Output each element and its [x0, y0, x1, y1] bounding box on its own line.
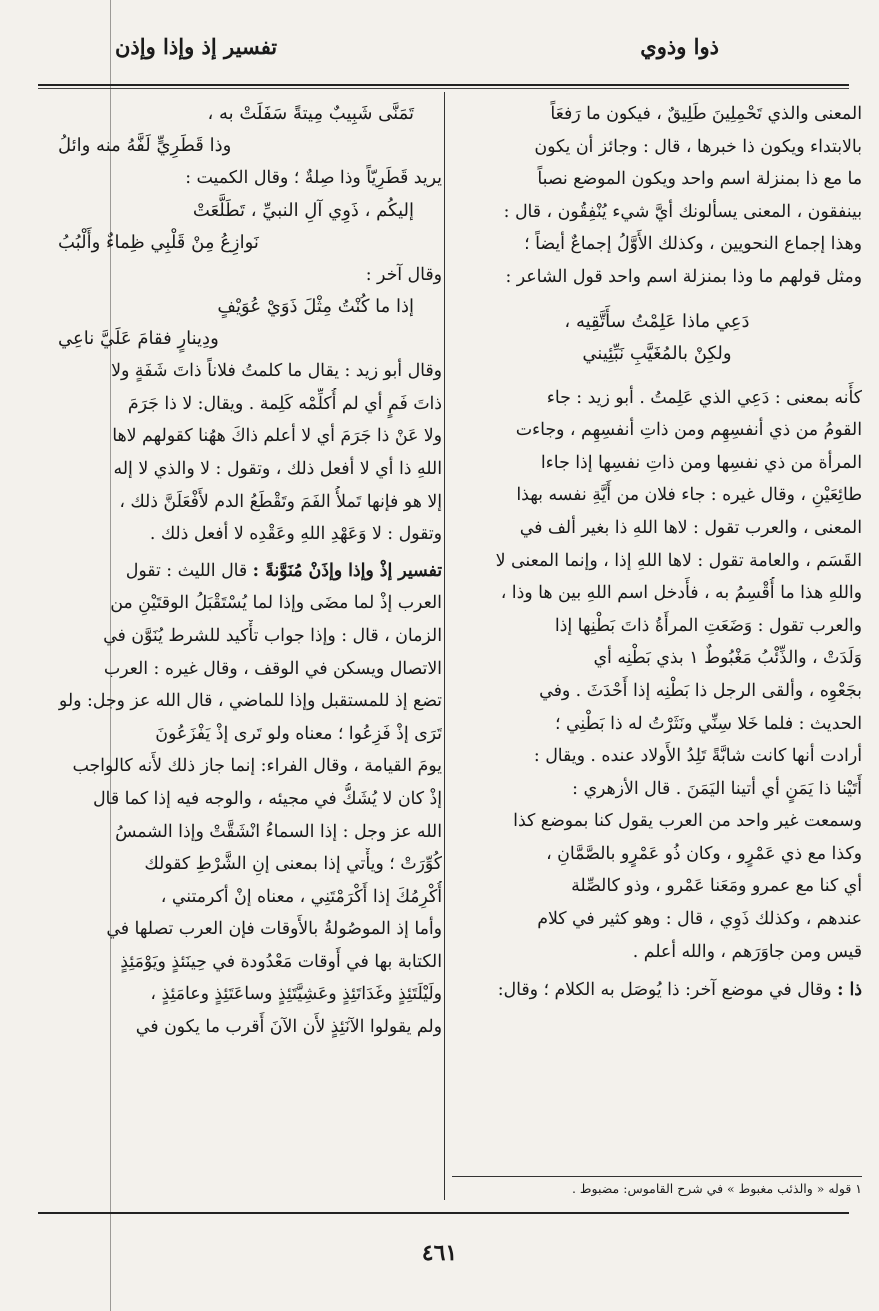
text-line: الحديث : فلما خَلا سِنِّي ونَثَرْتُ له ذا بَطْنِي ؛ [555, 713, 862, 734]
text-line: الاتصال ويسكن في الوقف ، وقال غيره : العرب [103, 658, 442, 679]
text-line: تَرَى إذْ فَزِعُوا ؛ معناه ولو تَرى إذْ يَفْزَعُونَ [155, 723, 442, 744]
text-line: وَلَدَتْ ، والذِّئْبُ مَغْبُوطٌ ١ بذي بَطْنِه أي [593, 648, 862, 669]
text-line: بجَعْوِه ، وألقى الرجل ذا بَطْنِه إذا أَحْدَثَ . وفي [539, 680, 862, 701]
verse-line: ولكِنْ بالمُغَيَّبِ نَبِّئِيني [582, 342, 732, 364]
text-line: بينفقون ، المعنى يسألونك أيَّ شيء يُنْفِقُون ، قال : [503, 201, 862, 222]
text-line: المرأة من ذي نفسِها ومن ذاتِ نفسِها إذا جاءا [540, 452, 862, 473]
text-line: ما مع ذا بمنزلة اسم واحد ويكون الموضع نصباً [537, 169, 862, 190]
footer-rule [38, 1212, 849, 1214]
entry-text: وقال في موضع آخر: ذا يُوصَل به الكلام ؛ وقال: [497, 980, 832, 1001]
text-line: الله عز وجل : إذا السماءُ انْشَقَّتْ وإذا الشمسُ [115, 821, 442, 842]
text-line: يريد قَطَرِيّاً وذا صِلةٌ ؛ وقال الكميت : [185, 168, 442, 188]
text-line: الكتابة بها في أَوقات مَعْدُودة في حِينَئذٍ ويَوْمَئِذٍ [120, 951, 442, 972]
text-line: القومُ من ذي أنفسِهِم ومن ذاتِ أنفسِهِم ، وجاءت [515, 420, 862, 441]
text-line: ومثل قولهم ما وذا بمنزلة اسم واحد قول الشاعر : [505, 266, 862, 287]
text-line: كأَنه بمعنى : دَعِي الذي عَلِمتُ . أبو زيد : جاء [546, 387, 862, 408]
text-line: بالابتداء ويكون ذا خبرها ، قال : وجائز أن يكون [534, 136, 862, 157]
text-line: المعنى ، والعرب تقول : لاها اللهِ ذا بغير ألف في [519, 517, 862, 538]
text-line: كُوِّرَتْ ؛ ويأْتي إذا بمعنى إنِ الشَّرْطِ كقولك [144, 854, 442, 875]
text-line: ولَيْلَتَئِذٍ وغَدَاتَئِذٍ وعَشِيَّتَئِذٍ وساعَتَئِذٍ وعامَئِذٍ ، [150, 984, 442, 1005]
text-line: والعرب تقول : وَضَعَتِ المرأَةُ ذاتَ بَطْنِها إذا [554, 615, 862, 636]
page-number: ٤٦١ [421, 1240, 458, 1266]
right-column [452, 98, 862, 1007]
text-line: أي كنا مع عمرو ومَعَنا عَمْرو ، وذو كالصِّلة [571, 876, 862, 897]
verse-line: إذا ما كُنْتُ مِثْلَ ذَوَيْ عُوَيْفٍ [217, 296, 414, 318]
text-line: إلا هو فإنها تَملأُ الفَمَ وتَقْطَعُ الدم لأَفْعَلَنَّ ذلك ، [119, 491, 442, 512]
text-line: ذاتَ فَمٍ أي لم أُكلِّمْه كَلِمة . ويقال: لا ذا جَرَمَ [127, 393, 442, 414]
text-line: الزمان ، قال : وإذا جواب تأْكيد للشرط يُنَوَّن في [103, 625, 442, 646]
left-column [30, 98, 442, 1044]
page-header [95, 28, 749, 78]
text-line: وقال أبو زيد : يقال ما كلمتُ فلاناً ذاتَ شَفَةٍ ولا [111, 361, 442, 382]
header-rule-thin [38, 88, 849, 89]
verse-line: وذا قَطَرِيٍّ لَفَّهُ منه وائلُ [58, 135, 232, 156]
entry-line [452, 974, 862, 1007]
column-divider [444, 92, 445, 1200]
text-line: قيس ومن جاوَرَهم ، والله أعلم . [632, 941, 862, 962]
verse-line: دَعِي ماذا عَلِمْتُ سأَتَّقِيه ، [564, 310, 750, 332]
header-left-title: تفسير إذ وإذا وإذن [115, 34, 278, 59]
text-line: القَسَم ، والعامة تقول : لاها اللهِ إذا ، وإنما المعنى لا [495, 550, 862, 571]
text-line: وهذا إجماع النحويين ، وكذلك الأَوَّلُ إجماعٌ أيضاً ؛ [524, 234, 862, 255]
text-line: المعنى والذي تَحْمِلِينَ طَلِيقٌ ، فيكون ما رَفعَاً [550, 104, 862, 124]
header-right-title: ذوا وذوي [640, 34, 719, 59]
text-line: أَتَيْنا ذا يَمَنٍ أي أتينا اليَمَنَ . قال الأزهري : [572, 778, 862, 799]
verse-line: تَمَنَّى شَبِيبٌ مِيتةً سَفَلَتْ به ، [207, 103, 414, 124]
entry-line [30, 555, 442, 588]
text-line: عندهم ، وكذلك ذَوِي ، قال : وهو كثير في كلام [537, 909, 862, 930]
text-line: وسمعت غير واحد من العرب يقول كنا بموضع كذا [513, 811, 862, 832]
verse-line: نَوازِعُ مِنْ قَلْبِي ظِماءٌ وأَلْبُبُ [58, 231, 259, 253]
entry-headword: ذا : [837, 980, 862, 1001]
entry-headword: تفسير إذْ وإذا وإذَنْ مُنَوَّنةً : [252, 560, 442, 581]
text-line: إذْ كان لا يُشَكُّ في مجيئه ، والوجه فيه إذا كما قال [93, 788, 442, 809]
text-line: طائِعَيْنِ ، وقال غيره : جاء فلان من أَيَّةِ نفسه بهذا [516, 485, 862, 506]
footnote: ١ قوله « والذئب مغبوط » في شرح القاموس: مضبوط . [571, 1181, 862, 1196]
footnote-rule [452, 1176, 862, 1177]
text-line: وتقول : لا وَعَهْدِ اللهِ وعَقْدِه لا أفعل ذلك . [149, 524, 442, 545]
text-line: العرب إذْ لما مضَى وإذا لما يُسْتَقْبَلُ الوقتَيْنِ من [110, 593, 442, 614]
text-line: أُكْرِمُكَ إذا أَكْرَمْتَنِي ، معناه إنْ أكرمتني ، [160, 886, 442, 907]
entry-text: قال الليث : تقول [125, 560, 248, 581]
text-line: وقال آخر : [365, 264, 442, 285]
text-line: وأما إذ الموصُولةُ بالأَوقات فإن العرب تصلها في [106, 919, 442, 940]
header-rule [38, 84, 849, 86]
text-line: ولا عَنْ ذا جَرَمَ أي لا أعلم ذاكَ ههُنا كقولهم لاها [112, 426, 442, 447]
text-line: أرادت أنها كانت شابَّةً تَلِدُ الأَولاد عنده . ويقال : [533, 746, 862, 767]
text-line: تضع إذ للمستقبل وإذا للماضي ، قال الله عز وجل: ولو [58, 691, 442, 712]
text-line: اللهِ ذا أي لا أفعل ذلك ، وتقول : لا والذي لا إله [113, 458, 442, 479]
text-line: يومَ القيامة ، وقال الفراء: إنما جاز ذلك لأَنه كالواجب [72, 756, 442, 777]
verse-line: ودِينارٍ فقامَ عَلَيَّ ناعِي [58, 328, 219, 350]
text-line: وكذا مع ذي عَمْرٍو ، وكان ذُو عَمْرٍو بالصَّمَّانِ ، [546, 843, 862, 864]
text-line: واللهِ هذا ما أُقْسِمُ به ، فأَدخل اسم اللهِ بين ها وذا ، [500, 583, 862, 604]
text-line: ولم يقولوا الآنَئِذٍ لأَن الآنَ أَقرب ما يكون في [135, 1017, 442, 1038]
verse-line: إليكُم ، ذَوِي آلِ النبيِّ ، تَطَلَّعَتْ [192, 199, 414, 221]
